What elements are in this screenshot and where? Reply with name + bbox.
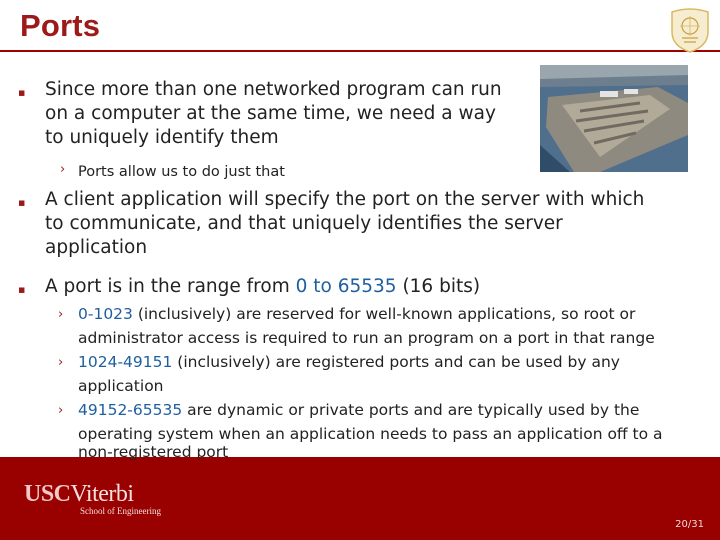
port-range: 0 to 65535 xyxy=(295,276,397,297)
sub-2-line-1: 1024-49151 (inclusively) are registered ports and can be used by any xyxy=(78,353,620,371)
well-known-range: 0-1023 xyxy=(78,305,133,323)
sub-marker: › xyxy=(60,162,66,177)
bullet-2-line-2: to communicate, and that uniquely identifies the server xyxy=(45,213,563,234)
bullet-marker: ▪ xyxy=(18,196,26,209)
bullet-1-line-3: to uniquely identify them xyxy=(45,127,279,148)
sub-marker: › xyxy=(58,355,64,370)
bullet-2-line-3: application xyxy=(45,237,148,258)
sub-marker: › xyxy=(58,307,64,322)
bullet-1-line-2: on a computer at the same time, we need a way xyxy=(45,103,496,124)
bullet-2-line-1: A client application will specify the port on the server with which xyxy=(45,189,645,210)
sub-3-line-3: non-registered port xyxy=(78,443,229,461)
logo-school: School of Engineering xyxy=(80,506,161,516)
sub-1-line-1: 0-1023 (inclusively) are reserved for well-known applications, so root or xyxy=(78,305,636,323)
bullet-1-line-1: Since more than one networked program can run xyxy=(45,79,502,100)
logo-usc: USC xyxy=(24,481,71,507)
title-divider xyxy=(0,50,720,52)
logo-viterbi: Viterbi xyxy=(70,481,134,507)
sub-marker: › xyxy=(58,403,64,418)
bullet-marker: ▪ xyxy=(18,283,26,296)
sub-3-line-2: operating system when an application needs to pass an application off to a xyxy=(78,425,663,443)
footer-bar xyxy=(0,443,720,540)
sub-1-line-2: administrator access is required to run an program on a port in that range xyxy=(78,329,655,347)
dynamic-range: 49152-65535 xyxy=(78,401,183,419)
registered-range: 1024-49151 xyxy=(78,353,173,371)
page-number: 20/31 xyxy=(675,519,704,530)
sub-2-line-2: application xyxy=(78,377,164,395)
slide-title: Ports xyxy=(20,8,101,43)
port-aerial-image xyxy=(540,65,688,172)
bullet-marker: ▪ xyxy=(18,86,26,99)
usc-seal-icon xyxy=(668,6,712,54)
usc-viterbi-logo xyxy=(24,481,161,516)
bullet-1-sub: Ports allow us to do just that xyxy=(78,164,285,180)
bullet-3-line: A port is in the range from 0 to 65535 (16 bits) xyxy=(45,276,481,297)
sub-3-line-1: 49152-65535 are dynamic or private ports and are typically used by the xyxy=(78,401,640,419)
